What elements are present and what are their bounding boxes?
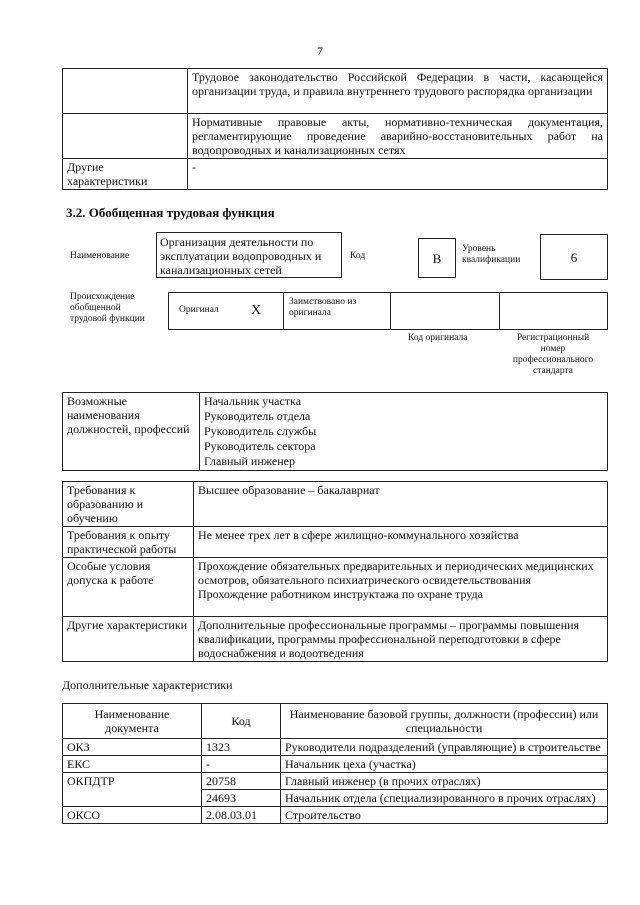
table-cell: Требования к опыту практической работы [63, 527, 194, 558]
table-cell [63, 114, 188, 159]
table-row [63, 756, 608, 773]
table-row [63, 807, 608, 824]
table-cell [194, 558, 608, 617]
table-cell: Высшее образование – бакалавриат [194, 482, 608, 527]
column-header: Наименование базовой группы, должности (профессии) или специальности [281, 704, 608, 739]
code-value-box [418, 238, 456, 278]
table-cell: ЕКС [63, 756, 202, 773]
name-value: Организация деятельности по эксплуатации водопроводных и канализационных сетей [160, 235, 322, 277]
table-row [63, 558, 608, 617]
table-cell: Строительство [281, 807, 608, 824]
origin-label: Происхождение обобщенной трудовой функции [70, 292, 145, 324]
table-row [63, 773, 608, 790]
table-cell: Начальник цеха (участка) [281, 756, 608, 773]
list-item: Руководитель сектора [204, 439, 316, 453]
table-row [63, 69, 608, 114]
origin-boxes [168, 292, 608, 330]
requirement-text: Прохождение работником инструктажа по охране труда [198, 587, 483, 601]
code-label: Код [350, 251, 366, 261]
page-number: 7 [317, 44, 323, 58]
table-cell: Главный инженер (в прочих отраслях) [281, 773, 608, 790]
level-label: Уровень квалификации [462, 244, 521, 265]
name-label: Наименование [70, 251, 130, 261]
section-title: 3.2. Обобщенная трудовая функция [66, 205, 275, 220]
code-value: B [432, 251, 442, 266]
borrowed-label: Заимствовано из оригинала [289, 297, 357, 318]
positions-label: Возможные наименования должностей, профессий [63, 393, 200, 471]
table-cell: Трудовое законодательство Российской Федерации в части, касающейся организации труда, и правила внутреннего трудового распорядка организации [188, 69, 608, 114]
table-cell: Другие характеристики [63, 617, 194, 662]
table-row [63, 159, 608, 190]
table-row [63, 393, 608, 471]
table-row [63, 739, 608, 756]
list-item: Руководитель отдела [204, 409, 311, 423]
table-header-row [63, 704, 608, 739]
table-cell: Дополнительные профессиональные программы – программы повышения квалификации, программы профессиональной переподготовки в сфере водоснабжения и водоотведения [194, 617, 608, 662]
reg-number-label: Регистрационный номер профессионального стандарта [512, 333, 594, 376]
table-cell: 2.08.03.01 [202, 807, 281, 824]
table-cell: Начальник отдела (специализированного в прочих отраслях) [281, 790, 608, 807]
extra-title: Дополнительные характеристики [62, 678, 233, 692]
name-value-box [156, 232, 342, 278]
column-header: Код [202, 704, 281, 739]
code-original-cell [390, 292, 500, 330]
column-header: Наименование документа [63, 704, 202, 739]
requirements-table [62, 481, 608, 662]
table-row [63, 617, 608, 662]
table-row [63, 114, 608, 159]
table-cell: 1323 [202, 739, 281, 756]
table-cell [63, 69, 188, 114]
table-cell: Другие характеристики [63, 159, 188, 190]
table-cell: Не менее трех лет в сфере жилищно-коммунального хозяйства [194, 527, 608, 558]
original-label: Оригинал [179, 305, 219, 315]
table-cell: ОКСО [63, 807, 202, 824]
table-cell: - [188, 159, 608, 190]
code-original-label: Код оригинала [408, 333, 468, 343]
table-cell: 20758 [202, 773, 281, 790]
original-mark: X [251, 303, 262, 318]
table-cell: Требования к образованию и обучению [63, 482, 194, 527]
table-cell: Нормативные правовые акты, нормативно-техническая документация, регламентирующие проведение аварийно-восстановительных работ на водопроводных и канализационных сетях [188, 114, 608, 159]
level-value-box [540, 234, 608, 280]
table-row [63, 527, 608, 558]
documents-table [62, 703, 608, 824]
list-item: Начальник участка [204, 394, 302, 408]
top-table [62, 68, 608, 190]
table-row [63, 482, 608, 527]
list-item: Руководитель службы [204, 424, 317, 438]
table-cell: Особые условия допуска к работе [63, 558, 194, 617]
requirement-text: Прохождение обязательных предварительных и периодических медицинских осмотров, обязательного психиатрического освидетельствования [198, 559, 594, 587]
table-cell: ОКПДТР [63, 773, 202, 807]
table-cell: - [202, 756, 281, 773]
table-cell: ОКЗ [63, 739, 202, 756]
positions-table [62, 392, 608, 471]
positions-list [200, 393, 608, 471]
level-value: 6 [570, 250, 578, 265]
list-item: Главный инженер [204, 454, 295, 468]
table-cell: Руководители подразделений (управляющие) в строительстве [281, 739, 608, 756]
table-cell: 24693 [202, 790, 281, 807]
